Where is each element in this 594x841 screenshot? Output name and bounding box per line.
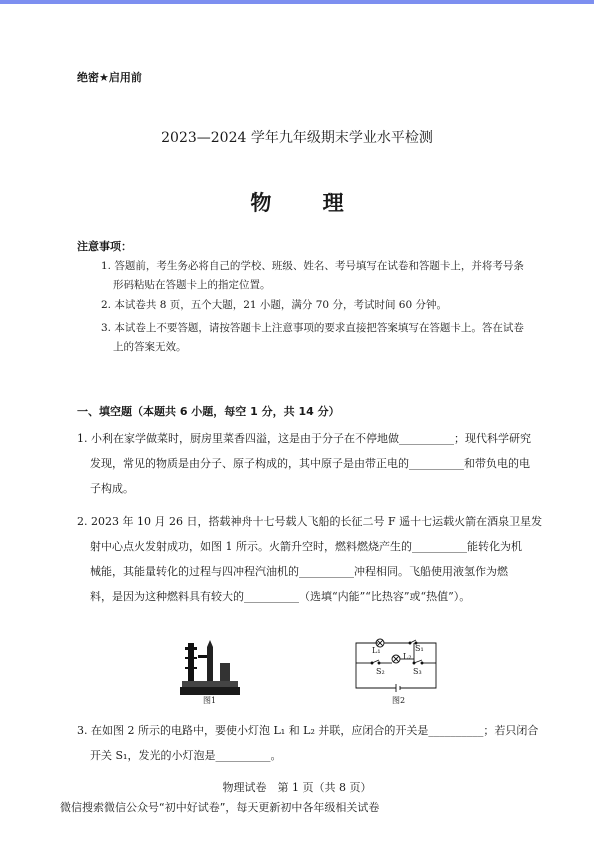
question-2-line1: 2. 2023 年 10 月 26 日，搭载神舟十七号载人飞船的长征二号 F 遥十七运载火箭在酒泉卫星发: [77, 515, 543, 528]
page-footer: 物理试卷 第 1 页（共 8 页）: [222, 781, 372, 794]
question-2: [77, 509, 547, 609]
question-1-line1: 1. 小利在家学做菜时，厨房里菜香四溢，这是由于分子在不停地做__________；现代科学研究: [77, 432, 531, 445]
figure-2-circuit-diagram: [352, 633, 442, 695]
figure-2-label-s2: S₂: [376, 667, 385, 676]
question-1-line3: 子构成。: [90, 482, 134, 495]
question-2-line2: 射中心点火发射成功，如图 1 所示。火箭升空时，燃料燃烧产生的__________能转化为机: [90, 540, 522, 553]
figure-2-label-s1: S₁: [415, 644, 424, 653]
figure-2-caption: 图2: [392, 696, 406, 705]
wechat-note: 微信搜索微信公众号“初中好试卷”，每天更新初中各年级相关试卷: [60, 801, 380, 814]
question-1-line2: 发现，常见的物质是由分子、原子构成的，其中原子是由带正电的__________和带负电的电: [90, 457, 530, 470]
part1-heading: 一、填空题（本题共 6 小题，每空 1 分，共 14 分）: [77, 405, 340, 418]
notice-item-3-line1: 3. 本试卷上不要答题，请按答题卡上注意事项的要求直接把答案填写在答题卡上。答在试卷: [101, 322, 524, 334]
question-2-line4: 料，是因为这种燃料具有较大的__________（选填“内能”“比热容”或“热值”）。: [90, 590, 471, 603]
exam-title: 2023—2024 学年九年级期末学业水平检测: [161, 130, 433, 146]
notice-item-1-line2: 形码粘贴在答题卡上的指定位置。: [113, 279, 271, 291]
question-2-line3: 械能，其能量转化的过程与四冲程汽油机的__________冲程相同。飞船使用液氢作为燃: [90, 565, 508, 578]
figure-1-caption: 图1: [203, 696, 217, 705]
notice-item-2-line1: 2. 本试卷共 8 页，五个大题，21 小题，满分 70 分，考试时间 60 分钟。: [101, 299, 447, 311]
notice-heading: 注意事项：: [77, 240, 132, 253]
question-3-line2: 开关 S₁，发光的小灯泡是__________。: [90, 749, 282, 762]
notice-item-3: [101, 319, 546, 357]
notice-item-2: [101, 296, 546, 315]
notice-item-1-line1: 1. 答题前，考生务必将自己的学校、班级、姓名、考号填写在试卷和答题卡上，并将考号条: [101, 260, 524, 272]
question-3: [77, 718, 547, 768]
figure-2-label-l2: L₂: [403, 652, 412, 661]
notice-item-3-line2: 上的答案无效。: [113, 341, 187, 353]
question-1: [77, 426, 547, 501]
figure-2-label-l1: L₁: [372, 646, 381, 655]
notice-item-1: [101, 257, 546, 295]
secret-label: 绝密★启用前: [77, 71, 142, 84]
viewer-top-bar: [0, 0, 594, 4]
subject-title: 物 理: [250, 190, 366, 215]
figure-2-label-s3: S₃: [413, 667, 422, 676]
question-3-line1: 3. 在如图 2 所示的电路中，要使小灯泡 L₁ 和 L₂ 并联，应闭合的开关是__________；若只闭合: [77, 724, 539, 737]
